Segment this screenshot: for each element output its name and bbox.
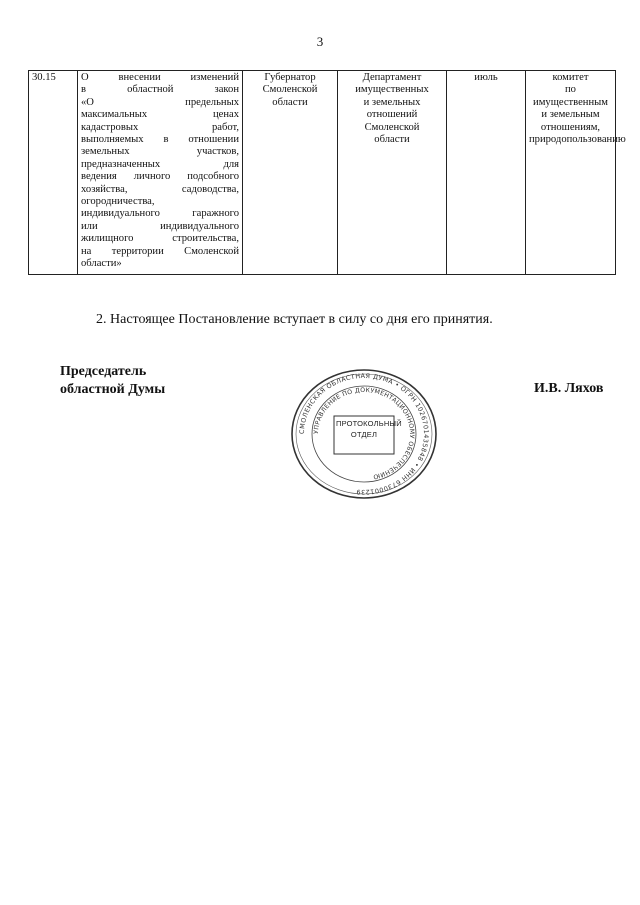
signatory-name: И.В. Ляхов [534,381,604,396]
title-line: земельных участков, [81,146,239,158]
initiator-line: Губернатор [264,72,316,83]
stamp-center-line: ПРОТОКОЛЬНЫЙ [336,419,402,428]
department-line: и земельных [363,96,421,108]
position-line: Председатель [60,364,147,379]
department-line: имущественных [355,84,429,96]
department-line: отношений [366,109,418,121]
initiator-line: Смоленской [262,84,318,96]
position-line: областной Думы [60,382,166,397]
department-line: Смоленской [364,121,420,133]
initiator-line: области [272,96,308,108]
title-line: О внесении изменений [81,72,239,83]
title-line: индивидуального гаражного [81,208,239,220]
row-department [338,71,447,275]
table-row [29,71,616,275]
official-stamp [286,368,442,500]
effective-clause: 2. Настоящее Постановление вступает в силу со дня его принятия. [96,312,493,327]
row-month: июль [447,71,526,275]
row-committee [526,71,626,275]
department-line: Департамент [362,72,422,83]
title-line: или индивидуального [81,220,239,232]
title-line: области» [81,258,122,270]
plan-table [28,70,626,275]
page-number: 3 [316,34,324,49]
title-line: ведения личного подсобного [81,171,239,183]
title-line: максимальных ценах [81,109,239,121]
stamp-inner-text: УПРАВЛЕНИЕ ПО ДОКУМЕНТАЦИОННОМУ ОБЕСПЕЧЕНИЮ [312,386,416,481]
stamp-outer-text: СМОЛЕНСКАЯ ОБЛАСТНАЯ ДУМА • ОГРН 1026701435848 • ИНН 6730001239 [297,371,431,497]
committee-line: и земельным [541,109,600,121]
committee-line: по имущественным [533,84,608,108]
title-line: огородничества, [81,196,155,208]
title-line: жилищного строительства, [81,233,239,245]
row-number: 30.15 [29,71,78,275]
committee-line: отношениям, [540,121,601,133]
title-line: «О предельных [81,96,239,108]
title-line: выполняемых в отношении [81,134,239,146]
title-line: хозяйства, садоводства, [81,183,239,195]
row-title [78,71,243,275]
row-initiator [243,71,338,275]
stamp-center-line: ОТДЕЛ [350,430,378,439]
committee-line: природопользованию [529,134,626,146]
title-line: кадастровых работ, [81,121,239,133]
title-line: в областной закон [81,84,239,96]
committee-line: комитет [552,72,589,83]
title-line: на территории Смоленской [81,245,239,257]
title-line: предназначенных для [81,158,239,170]
department-line: области [374,134,410,146]
signatory-position [60,363,165,399]
stamp-center-text [336,418,402,452]
